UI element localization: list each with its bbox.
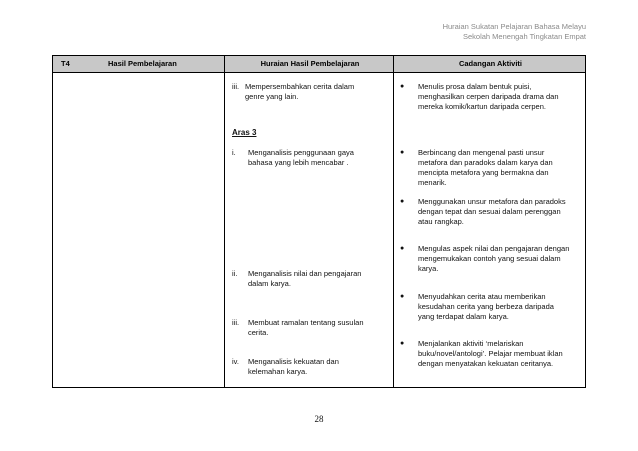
column-divider (224, 56, 225, 387)
aktiviti-line: Menggunakan unsur metafora dan paradoks (418, 197, 566, 206)
huraian-line: kelemahan karya. (248, 367, 308, 376)
aktiviti-item (418, 244, 569, 274)
huraian-number: ii. (232, 269, 238, 278)
huraian-item (248, 357, 339, 377)
aktiviti-item (418, 292, 554, 322)
bullet-icon: ● (400, 340, 405, 347)
huraian-item (248, 148, 354, 168)
bullet-icon: ● (400, 198, 405, 205)
bullet-icon: ● (400, 293, 405, 300)
aktiviti-line: dengan menyatakan kekuatan ceritanya. (418, 359, 554, 368)
huraian-line: bahasa yang lebih mencabar . (248, 158, 349, 167)
aktiviti-line: menghasilkan cerpen daripada drama dan (418, 92, 559, 101)
huraian-item (248, 269, 361, 289)
huraian-line: Mempersembahkan cerita dalam (245, 82, 355, 91)
document-header (443, 22, 586, 42)
bullet-icon: ● (400, 245, 405, 252)
huraian-line: Menganalisis kekuatan dan (248, 357, 339, 366)
aktiviti-item (418, 339, 563, 369)
column-header-cadangan: Cadangan Aktiviti (458, 59, 523, 68)
aktiviti-line: Menulis prosa dalam bentuk puisi, (418, 82, 532, 91)
aktiviti-line: yang terdapat dalam karya. (418, 312, 509, 321)
huraian-item (245, 82, 354, 102)
huraian-line: Membuat ramalan tentang susulan (248, 318, 364, 327)
header-line-1: Huraian Sukatan Pelajaran Bahasa Melayu (442, 22, 586, 31)
column-divider (393, 56, 394, 387)
huraian-number: iii. (232, 318, 240, 327)
column-header-hasil: Hasil Pembelajaran (108, 59, 177, 68)
huraian-line: genre yang lain. (245, 92, 299, 101)
column-header-t4: T4 (61, 59, 70, 68)
header-line-2: Sekolah Menengah Tingkatan Empat (463, 32, 586, 41)
huraian-number: i. (232, 148, 236, 157)
aras-label: Aras 3 (232, 128, 257, 137)
page-number: 28 (314, 414, 324, 424)
huraian-line: dalam karya. (248, 279, 291, 288)
aktiviti-line: dengan tepat dan sesuai dalam perenggan (418, 207, 561, 216)
bullet-icon: ● (400, 149, 405, 156)
aktiviti-line: kesudahan cerita yang berbeza daripada (418, 302, 554, 311)
aktiviti-line: Menjalankan aktiviti ‘melariskan (418, 339, 524, 348)
aktiviti-line: Berbincang dan mengenal pasti unsur (418, 148, 545, 157)
aktiviti-line: atau rangkap. (418, 217, 464, 226)
huraian-line: Menganalisis nilai dan pengajaran (248, 269, 362, 278)
huraian-line: Menganalisis penggunaan gaya (248, 148, 354, 157)
huraian-number: iv. (232, 357, 239, 366)
aktiviti-line: mengemukakan contoh yang sesuai dalam (418, 254, 561, 263)
aktiviti-item (418, 197, 566, 227)
aktiviti-line: mereka komik/kartun daripada cerpen. (418, 102, 546, 111)
aktiviti-line: metafora dan paradoks dalam karya dan (418, 158, 553, 167)
column-header-huraian: Huraian Hasil Pembelajaran (260, 59, 360, 68)
aktiviti-item (418, 148, 553, 188)
huraian-item (248, 318, 364, 338)
aktiviti-line: karya. (418, 264, 439, 273)
aktiviti-item (418, 82, 559, 112)
aktiviti-line: Mengulas aspek nilai dan pengajaran dengan (418, 244, 570, 253)
aktiviti-line: menarik. (418, 178, 447, 187)
learning-table (52, 55, 586, 388)
aktiviti-line: buku/novel/antologi’. Pelajar membuat iklan (418, 349, 563, 358)
aktiviti-line: mencipta metafora yang bermakna dan (418, 168, 549, 177)
aktiviti-line: Menyudahkan cerita atau memberikan (418, 292, 546, 301)
huraian-number: iii. (232, 82, 240, 91)
huraian-line: cerita. (248, 328, 269, 337)
table-header (53, 56, 585, 73)
bullet-icon: ● (400, 83, 405, 90)
